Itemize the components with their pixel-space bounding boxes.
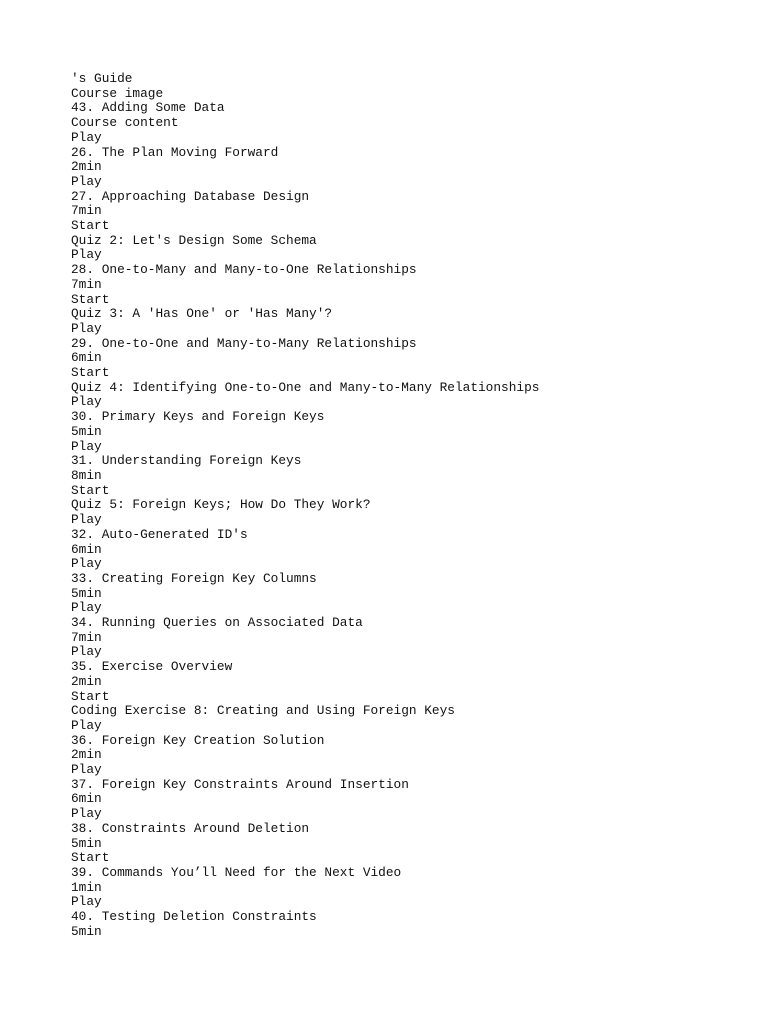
play-button[interactable]: Play	[71, 894, 102, 910]
lecture-title[interactable]: 40. Testing Deletion Constraints	[71, 909, 317, 925]
lecture-title[interactable]: 33. Creating Foreign Key Columns	[71, 570, 317, 586]
lecture-title[interactable]: 28. One-to-Many and Many-to-One Relationships	[71, 262, 417, 278]
lecture-title[interactable]: 31. Understanding Foreign Keys	[71, 453, 302, 469]
play-button[interactable]: Play	[71, 644, 102, 660]
lecture-duration: 2min	[71, 673, 102, 689]
current-lecture-title: 43. Adding Some Data	[71, 100, 225, 116]
play-button[interactable]: Play	[71, 438, 102, 454]
play-button[interactable]: Play	[71, 173, 102, 189]
lecture-title[interactable]: 36. Foreign Key Creation Solution	[71, 732, 325, 748]
lecture-duration: 5min	[71, 835, 102, 851]
lecture-title[interactable]: 29. One-to-One and Many-to-Many Relationships	[71, 335, 417, 351]
lecture-title[interactable]: 39. Commands You’ll Need for the Next Video	[71, 864, 402, 880]
start-button[interactable]: Start	[71, 291, 110, 307]
lecture-title[interactable]: 35. Exercise Overview	[71, 659, 233, 675]
lecture-title[interactable]: 38. Constraints Around Deletion	[71, 820, 310, 836]
start-button[interactable]: Start	[71, 850, 110, 866]
lecture-duration: 1min	[71, 879, 102, 895]
lecture-title[interactable]: Quiz 5: Foreign Keys; How Do They Work?	[71, 497, 371, 513]
lecture-title[interactable]: 37. Foreign Key Constraints Around Insertion	[71, 776, 409, 792]
lecture-title[interactable]: 26. The Plan Moving Forward	[71, 144, 279, 160]
lecture-title[interactable]: Quiz 2: Let's Design Some Schema	[71, 232, 317, 248]
lecture-title[interactable]: 32. Auto-Generated ID's	[71, 526, 248, 542]
lecture-title[interactable]: 27. Approaching Database Design	[71, 188, 310, 204]
lecture-duration: 5min	[71, 585, 102, 601]
lecture-duration: 2min	[71, 159, 102, 175]
course-player-page	[71, 72, 539, 939]
start-button[interactable]: Start	[71, 218, 110, 234]
lecture-title[interactable]: 30. Primary Keys and Foreign Keys	[71, 409, 325, 425]
lecture-duration: 5min	[71, 923, 102, 939]
lecture-duration: 8min	[71, 467, 102, 483]
play-button[interactable]: Play	[71, 806, 102, 822]
play-button[interactable]: Play	[71, 129, 102, 145]
lecture-duration: 7min	[71, 276, 102, 292]
lecture-duration: 5min	[71, 423, 102, 439]
play-button[interactable]: Play	[71, 512, 102, 528]
play-button[interactable]: Play	[71, 320, 102, 336]
course-content-heading: Course content	[71, 115, 179, 131]
lecture-duration: 7min	[71, 629, 102, 645]
start-button[interactable]: Start	[71, 482, 110, 498]
lecture-title[interactable]: 34. Running Queries on Associated Data	[71, 615, 363, 631]
lecture-title[interactable]: Quiz 3: A 'Has One' or 'Has Many'?	[71, 306, 333, 322]
play-button[interactable]: Play	[71, 556, 102, 572]
lecture-duration: 6min	[71, 541, 102, 557]
lecture-duration: 7min	[71, 203, 102, 219]
course-image: Course image	[71, 85, 164, 101]
lecture-duration: 2min	[71, 747, 102, 763]
start-button[interactable]: Start	[71, 365, 110, 381]
lecture-title[interactable]: Quiz 4: Identifying One-to-One and Many-to-Many Relationships	[71, 379, 540, 395]
lecture-title[interactable]: Coding Exercise 8: Creating and Using Foreign Keys	[71, 703, 455, 719]
curriculum-list	[71, 131, 539, 940]
start-button[interactable]: Start	[71, 688, 110, 704]
play-button[interactable]: Play	[71, 247, 102, 263]
lecture-duration: 6min	[71, 350, 102, 366]
play-button[interactable]: Play	[71, 762, 102, 778]
play-button[interactable]: Play	[71, 394, 102, 410]
lecture-duration: 6min	[71, 791, 102, 807]
play-button[interactable]: Play	[71, 717, 102, 733]
play-button[interactable]: Play	[71, 600, 102, 616]
course-title: 's Guide	[71, 71, 133, 86]
